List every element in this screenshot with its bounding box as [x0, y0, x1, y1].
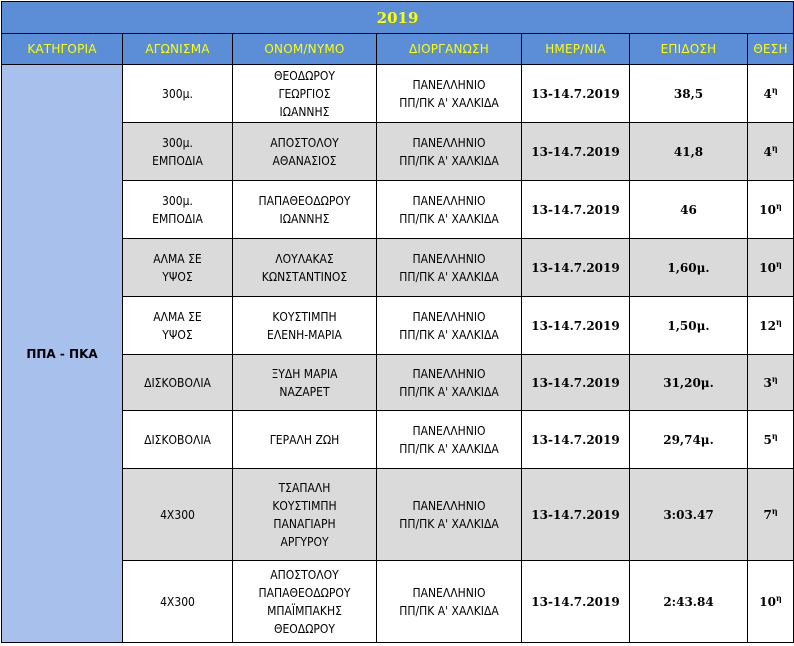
position-number: 4 [763, 86, 772, 101]
athlete-cell [233, 355, 377, 411]
date-cell: 13-14.7.2019 [522, 561, 630, 643]
meet-cell-line: ΠΠ/ΠΚ Α' ΧΑΛΚΙΔΑ [399, 211, 499, 226]
event-cell-line: ΥΨΟΣ [162, 327, 193, 342]
position-cell [748, 123, 794, 181]
event-cell [123, 561, 233, 643]
meet-cell-line: ΠΑΝΕΛΛΗΝΙΟ [412, 193, 486, 208]
athlete-cell-line: ΚΩΝΣΤΑΝΤΙΝΟΣ [261, 269, 348, 284]
event-cell [123, 411, 233, 469]
position-suffix: η [771, 142, 778, 153]
year-title-row [2, 2, 794, 34]
event-cell-line: ΔΙΣΚΟΒΟΛΙΑ [144, 432, 211, 447]
athlete-cell [233, 239, 377, 297]
athlete-cell [233, 297, 377, 355]
position-suffix: η [771, 430, 778, 441]
meet-cell-line: ΠΑΝΕΛΛΗΝΙΟ [412, 366, 486, 381]
athlete-cell [233, 561, 377, 643]
position-number: 12 [759, 318, 776, 333]
performance-cell: 29,74μ. [630, 411, 748, 469]
meet-cell [377, 355, 522, 411]
date-cell: 13-14.7.2019 [522, 411, 630, 469]
athlete-cell [233, 411, 377, 469]
results-table [1, 1, 794, 643]
meet-cell-line: ΠΑΝΕΛΛΗΝΙΟ [412, 423, 486, 438]
column-header-row [2, 34, 794, 65]
event-cell-line: 300μ. [162, 135, 193, 150]
meet-cell-line: ΠΠ/ΠΚ Α' ΧΑΛΚΙΔΑ [399, 95, 499, 110]
meet-cell [377, 411, 522, 469]
event-cell [123, 65, 233, 123]
athlete-cell-line: ΕΛΕΝΗ-ΜΑΡΙΑ [267, 327, 342, 342]
position-number: 3 [763, 375, 772, 390]
date-cell: 13-14.7.2019 [522, 123, 630, 181]
athlete-cell-line: ΚΟΥΣΤΙΜΠΗ [272, 309, 337, 324]
athlete-cell-line: ΤΣΑΠΑΛΗ [278, 480, 331, 495]
meet-cell-line: ΠΑΝΕΛΛΗΝΙΟ [412, 251, 486, 266]
athlete-cell-line: ΠΑΠΑΘΕΟΔΩΡΟΥ [258, 193, 351, 208]
performance-cell: 31,20μ. [630, 355, 748, 411]
performance-cell: 1,60μ. [630, 239, 748, 297]
position-cell [748, 355, 794, 411]
athlete-cell-line: ΓΕΡΑΛΗ ΖΩΗ [269, 432, 340, 447]
meet-cell-line: ΠΠ/ΠΚ Α' ΧΑΛΚΙΔΑ [399, 269, 499, 284]
athlete-cell-line: ΛΟΥΛΑΚΑΣ [275, 251, 334, 266]
position-suffix: η [775, 200, 782, 211]
event-cell [123, 355, 233, 411]
meet-cell-line: ΠΠ/ΠΚ Α' ΧΑΛΚΙΔΑ [399, 516, 499, 531]
meet-cell-line: ΠΑΝΕΛΛΗΝΙΟ [412, 135, 486, 150]
position-number: 10 [759, 202, 776, 217]
event-cell-line: ΔΙΣΚΟΒΟΛΙΑ [144, 375, 211, 390]
meet-cell-line: ΠΑΝΕΛΛΗΝΙΟ [412, 585, 486, 600]
event-cell [123, 297, 233, 355]
meet-cell [377, 561, 522, 643]
table-row [2, 65, 794, 123]
event-cell-line: ΑΛΜΑ ΣΕ [153, 309, 202, 324]
event-cell-line: 300μ. [162, 193, 193, 208]
header-date: ΗΜΕΡ/ΝΙΑ [522, 34, 630, 65]
athlete-cell-line: ΙΩΑΝΝΗΣ [279, 211, 330, 226]
performance-cell: 3:03.47 [630, 469, 748, 561]
category-cell: ΠΠΑ - ΠΚΑ [2, 65, 123, 643]
meet-cell-line: ΠΠ/ΠΚ Α' ΧΑΛΚΙΔΑ [399, 384, 499, 399]
athlete-cell [233, 469, 377, 561]
position-cell [748, 411, 794, 469]
meet-cell [377, 181, 522, 239]
position-suffix: η [775, 316, 782, 327]
position-cell [748, 65, 794, 123]
athlete-cell-line: ΑΘΑΝΑΣΙΟΣ [272, 153, 337, 168]
position-suffix: η [771, 505, 778, 516]
date-cell: 13-14.7.2019 [522, 297, 630, 355]
position-cell [748, 469, 794, 561]
athlete-cell-line: ΙΩΑΝΝΗΣ [279, 104, 330, 119]
meet-cell-line: ΠΠ/ΠΚ Α' ΧΑΛΚΙΔΑ [399, 153, 499, 168]
athlete-cell-line: ΠΑΝΑΓΙΑΡΗ [273, 516, 336, 531]
header-meet: ΔΙΟΡΓΑΝΩΣΗ [377, 34, 522, 65]
athlete-cell-line: ΝΑΖΑΡΕΤ [279, 384, 330, 399]
year-title: 2019 [2, 2, 794, 34]
event-cell-line: 4Χ300 [160, 594, 195, 609]
athlete-cell-line: ΠΑΠΑΘΕΟΔΩΡΟΥ [258, 585, 351, 600]
athlete-cell-line: ΑΡΓΥΡΟΥ [280, 534, 329, 549]
athlete-cell-line: ΑΠΟΣΤΟΛΟΥ [270, 567, 339, 582]
meet-cell-line: ΠΠ/ΠΚ Α' ΧΑΛΚΙΔΑ [399, 327, 499, 342]
event-cell [123, 469, 233, 561]
meet-cell-line: ΠΑΝΕΛΛΗΝΙΟ [412, 309, 486, 324]
header-category: ΚΑΤΗΓΟΡΙΑ [2, 34, 123, 65]
position-cell [748, 297, 794, 355]
event-cell-line: 300μ. [162, 86, 193, 101]
position-number: 5 [763, 432, 772, 447]
athlete-cell [233, 123, 377, 181]
athlete-cell [233, 65, 377, 123]
header-event: ΑΓΩΝΙΣΜΑ [123, 34, 233, 65]
position-suffix: η [771, 373, 778, 384]
position-suffix: η [775, 592, 782, 603]
position-number: 10 [759, 594, 776, 609]
meet-cell-line: ΠΑΝΕΛΛΗΝΙΟ [412, 77, 486, 92]
meet-cell [377, 297, 522, 355]
athlete-cell-line: ΞΥΔΗ ΜΑΡΙΑ [271, 366, 338, 381]
athlete-cell-line: ΓΕΩΡΓΙΟΣ [278, 86, 331, 101]
event-cell [123, 181, 233, 239]
athlete-cell-line: ΜΠΑΪΜΠΑΚΗΣ [267, 603, 342, 618]
meet-cell [377, 65, 522, 123]
position-cell [748, 561, 794, 643]
date-cell: 13-14.7.2019 [522, 355, 630, 411]
position-suffix: η [775, 258, 782, 269]
event-cell-line: ΑΛΜΑ ΣΕ [153, 251, 202, 266]
performance-cell: 46 [630, 181, 748, 239]
date-cell: 13-14.7.2019 [522, 65, 630, 123]
header-performance: ΕΠΙΔΟΣΗ [630, 34, 748, 65]
athlete-cell-line: ΑΠΟΣΤΟΛΟΥ [270, 135, 339, 150]
performance-cell: 2:43.84 [630, 561, 748, 643]
performance-cell: 1,50μ. [630, 297, 748, 355]
position-cell [748, 239, 794, 297]
athlete-cell-line: ΘΕΟΔΩΡΟΥ [273, 68, 336, 83]
meet-cell [377, 469, 522, 561]
date-cell: 13-14.7.2019 [522, 239, 630, 297]
header-position: ΘΕΣΗ [748, 34, 794, 65]
meet-cell [377, 239, 522, 297]
event-cell [123, 239, 233, 297]
event-cell-line: ΕΜΠΟΔΙΑ [152, 153, 203, 168]
event-cell-line: ΕΜΠΟΔΙΑ [152, 211, 203, 226]
position-number: 7 [763, 507, 772, 522]
performance-cell: 38,5 [630, 65, 748, 123]
athlete-cell-line: ΘΕΟΔΩΡΟΥ [273, 621, 336, 636]
event-cell-line: 4Χ300 [160, 507, 195, 522]
athlete-cell [233, 181, 377, 239]
event-cell [123, 123, 233, 181]
meet-cell-line: ΠΠ/ΠΚ Α' ΧΑΛΚΙΔΑ [399, 603, 499, 618]
position-suffix: η [771, 84, 778, 95]
position-number: 10 [759, 260, 776, 275]
meet-cell [377, 123, 522, 181]
position-number: 4 [763, 144, 772, 159]
meet-cell-line: ΠΠ/ΠΚ Α' ΧΑΛΚΙΔΑ [399, 441, 499, 456]
athlete-cell-line: ΚΟΥΣΤΙΜΠΗ [272, 498, 337, 513]
event-cell-line: ΥΨΟΣ [162, 269, 193, 284]
performance-cell: 41,8 [630, 123, 748, 181]
date-cell: 13-14.7.2019 [522, 181, 630, 239]
meet-cell-line: ΠΑΝΕΛΛΗΝΙΟ [412, 498, 486, 513]
date-cell: 13-14.7.2019 [522, 469, 630, 561]
position-cell [748, 181, 794, 239]
header-athlete: ΟΝΟΜ/ΝΥΜΟ [233, 34, 377, 65]
